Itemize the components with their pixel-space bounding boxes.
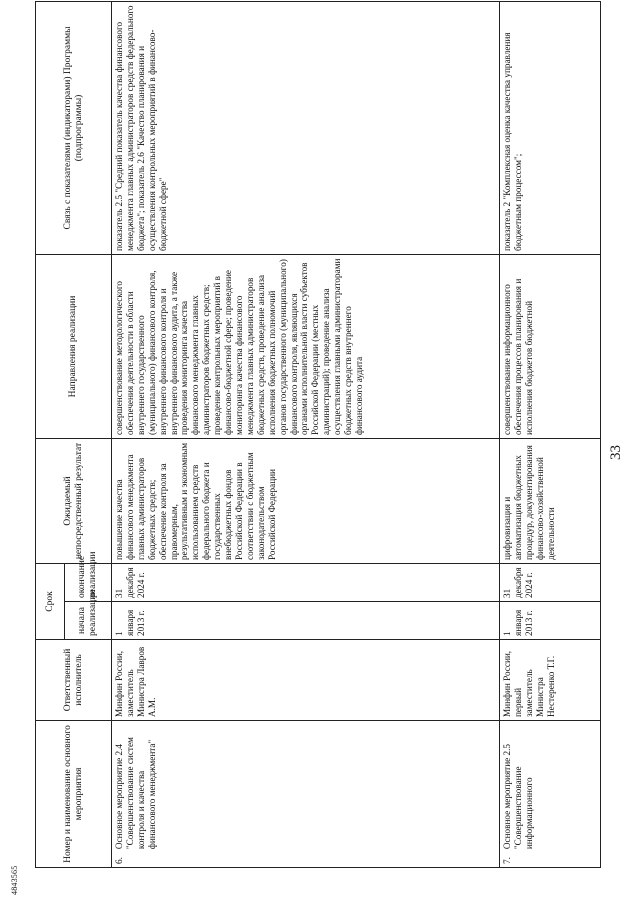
header-number-name: Номер и наименование основного мероприятия: [36, 721, 112, 868]
page-number: 33: [608, 445, 624, 460]
header-directions: Направления реализации: [36, 254, 112, 438]
header-end: окончание реализации: [65, 563, 112, 601]
document-id: 4843565: [10, 865, 19, 895]
measure-name-cell: [500, 721, 601, 868]
header-result: Ожидаемый непосредственный результат: [36, 438, 112, 563]
row-number: 6.: [114, 857, 124, 864]
measure-name: Основное мероприятие 2.5 "Совершенствование информационного: [502, 744, 534, 850]
table-row: [500, 1, 601, 867]
start-cell: 1 января 2013 г.: [112, 602, 500, 640]
measure-name: Основное мероприятие 2.4 "Совершенствование систем контроля и качества финансового менеджмента": [114, 737, 157, 850]
end-cell: 31 декабря 2024 г.: [112, 563, 500, 601]
directions-cell: совершенствование информационного обеспечения процессов планирования и исполнения бюджетов бюджетной: [500, 254, 601, 438]
header-start: начала реализации: [65, 602, 112, 640]
start-cell: 1 января 2013 г.: [500, 602, 601, 640]
directions-cell: совершенствование методологического обеспечения деятельности в области внутреннего государственного (муниципального) финансового контроля, внутреннего финансового контроля и внутреннего финансового аудита, а также проведения мониторинга качества финансового менеджмента главных администраторов бюджетных средств; проведение контрольных мероприятий в финансово-бюджетной сфере; проведение мониторинга качества финансового менеджмента главных администраторов бюджетных средств, проведение анализа исполнения бюджетных полномочий органов государственного (муниципального) финансового контроля, являющихся органами исполнительной власти субъектов Российской Федерации (местных администраций); проведение анализа осуществления главными администраторами бюджетных средств внутреннего финансового аудита: [112, 254, 500, 438]
table-row: [112, 1, 500, 867]
measures-table: [35, 1, 601, 868]
header-term: Срок: [36, 563, 65, 639]
row-number: 7.: [502, 857, 512, 864]
header-executor: Ответственный исполнитель: [36, 640, 112, 721]
result-cell: цифровизация и автоматизация бюджетных процедур, документирования финансово-хозяйственной деятельности: [500, 438, 601, 563]
header-indicators: Связь с показателями (индикаторами) Программы (подпрограммы): [36, 1, 112, 254]
end-cell: 31 декабря 2024 г.: [500, 563, 601, 601]
indicators-cell: показатель 2.5 "Средний показатель качества финансового менеджмента главных администраторов средств федерального бюджета"; показатель 2.6 "Качество планирования и осуществления контрольных мероприятий в финансово-бюджетной сфере": [112, 1, 500, 254]
indicators-cell: показатель 2 "Комплексная оценка качества управления бюджетным процессом";: [500, 1, 601, 254]
executor-cell: Минфин России, заместитель Министра Лавров А.М.: [112, 640, 500, 721]
executor-cell: Минфин России, первый заместитель Министра Нестеренко Т.Г.: [500, 640, 601, 721]
measure-name-cell: [112, 721, 500, 868]
result-cell: повышение качества финансового менеджмента главных администраторов бюджетных средств; обеспечение контроля за правомерным, результативным и экономным использованием средств федерального бюджета и государственных внебюджетных фондов Российской Федерации в соответствии с бюджетным законодательством Российской Федерации: [112, 438, 500, 563]
table-header-row: [36, 1, 65, 867]
